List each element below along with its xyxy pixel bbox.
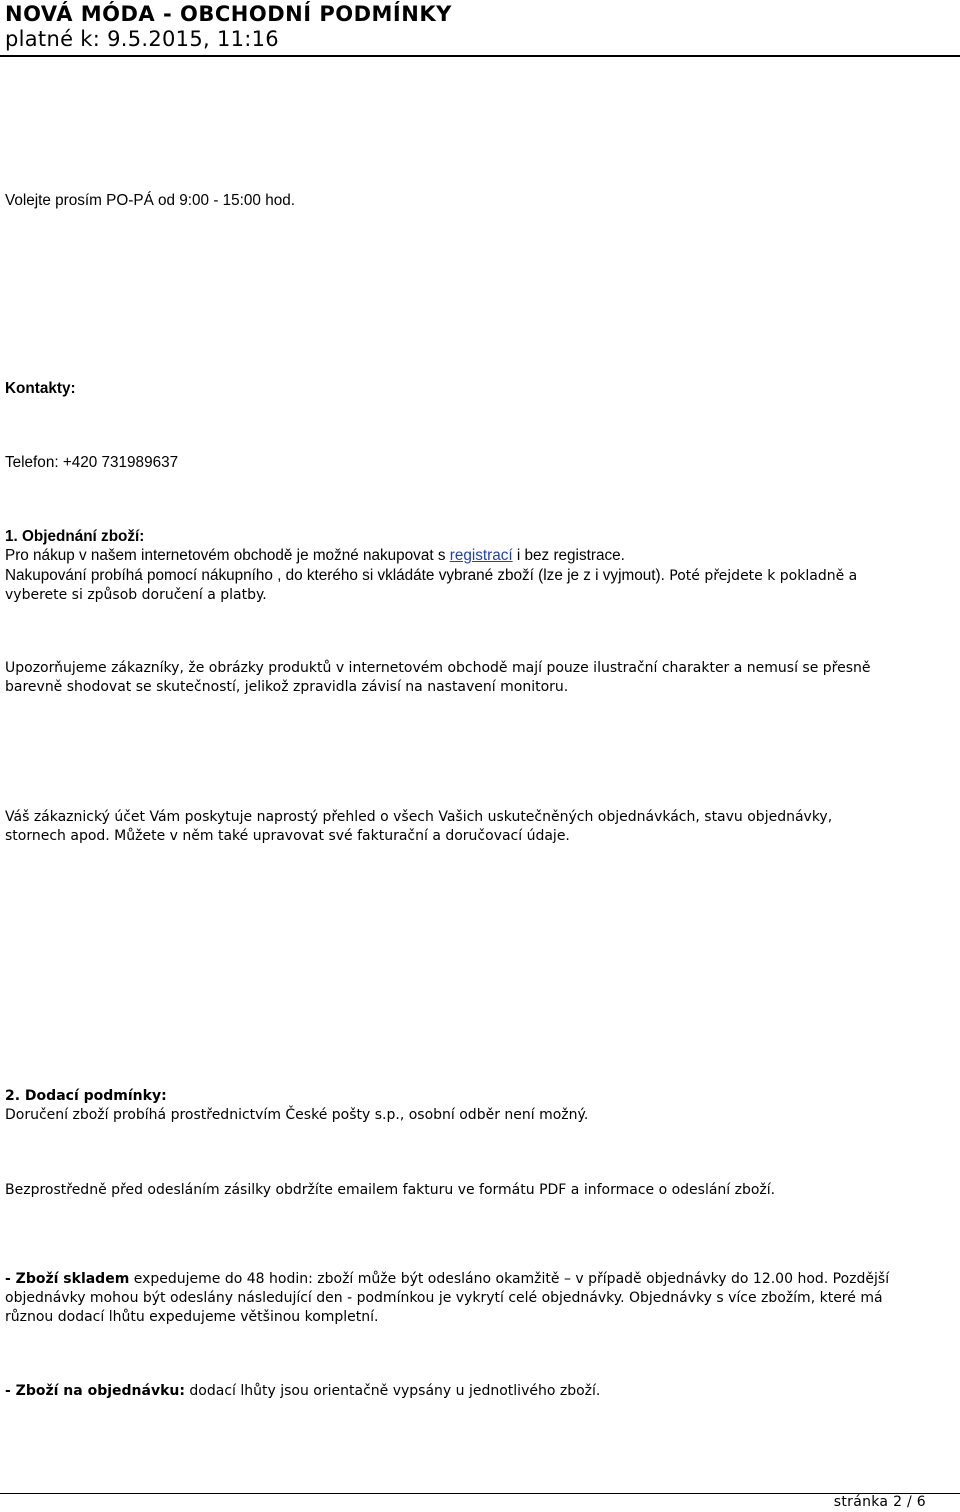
stock-label: - Zboží skladem (5, 1271, 130, 1287)
registration-link[interactable]: registrací (449, 547, 513, 564)
section-order-line1 (5, 546, 955, 565)
footer-divider (0, 1493, 960, 1494)
stock-line2: objednávky mohou být odeslány následující den - podmínkou je vykrytí celé objednávky. Objednávky s více zbožím, které má (5, 1290, 883, 1306)
section-delivery-heading: 2. Dodací podmínky: (5, 1088, 167, 1104)
header-divider (0, 55, 960, 57)
contacts-heading: Kontakty: (5, 380, 76, 397)
stock-line3: různou dodací lhůtu expedujeme většinou kompletní. (5, 1309, 379, 1325)
order-rest: dodací lhůty jsou orientačně vypsány u jednotlivého zboží. (184, 1383, 601, 1399)
section-delivery (5, 1087, 955, 1125)
order-line (5, 1382, 955, 1401)
notice-line2: barevně shodovat se skutečností, jelikož zpravidla závisí na nastavení monitoru. (5, 679, 569, 695)
section-order-line1-text: Pro nákup v našem internetovém obchodě je možné nakupovat s (5, 547, 450, 564)
page-number: stránka 2 / 6 (833, 1494, 926, 1510)
section-order-line3: vyberete si způsob doručení a platby. (5, 587, 267, 603)
account-paragraph (5, 808, 955, 846)
stock-paragraph (5, 1270, 955, 1327)
document-title: NOVÁ MÓDA - OBCHODNÍ PODMÍNKY (5, 2, 452, 26)
section-order-heading: 1. Objednání zboží: (5, 528, 145, 545)
section-order-line2-b: Poté přejdete k pokladně a (664, 568, 858, 584)
invoice-paragraph: Bezprostředně před odesláním zásilky obdržíte emailem fakturu ve formátu PDF a informace o odeslání zboží. (5, 1182, 776, 1198)
hours-paragraph: Volejte prosím PO-PÁ od 9:00 - 15:00 hod. (5, 192, 295, 209)
order-paragraph (5, 1382, 955, 1401)
section-order-line2 (5, 565, 955, 586)
section-order (5, 527, 955, 605)
notice-line1: Upozorňujeme zákazníky, že obrázky produktů v internetovém obchodě mají pouze ilustrační charakter a nemusí se přesně (5, 660, 871, 676)
account-line2: stornech apod. Můžete v něm také upravovat své fakturační a doručovací údaje. (5, 828, 570, 844)
account-line1: Váš zákaznický účet Vám poskytuje naprostý přehled o všech Vašich uskutečněných objednávkách, stavu objednávky, (5, 809, 833, 825)
phone-line: Telefon: +420 731989637 (5, 454, 179, 471)
section-delivery-line1: Doručení zboží probíhá prostřednictvím České pošty s.p., osobní odběr není možný. (5, 1107, 589, 1123)
stock-line1 (5, 1270, 955, 1289)
section-order-line1-tail: i bez registrace. (512, 547, 625, 564)
document-date: platné k: 9.5.2015, 11:16 (5, 27, 279, 51)
notice-paragraph (5, 659, 955, 697)
section-order-line2-a: Nakupování probíhá pomocí nákupního , do kterého si vkládáte vybrané zboží (lze je z i vyjmout). (5, 567, 665, 584)
stock-line1-rest: expedujeme do 48 hodin: zboží může být odesláno okamžitě – v případě objednávky do 12.00 hod. Pozdější (129, 1271, 890, 1287)
order-label: - Zboží na objednávku: (5, 1383, 185, 1399)
